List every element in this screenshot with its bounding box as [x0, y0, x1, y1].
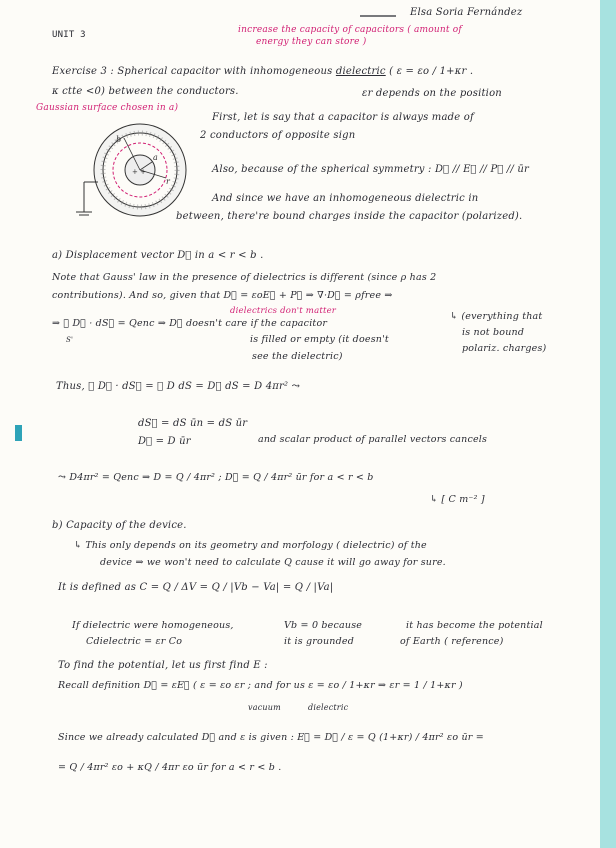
margin-tab: [15, 425, 22, 441]
vb-zero-line2: it is grounded: [284, 636, 354, 647]
thus-line: Thus, ∮ D⃗ · dS⃗ = ∮ D dS = D∮ dS = D 4πr² ⤳: [56, 381, 301, 392]
part-a-line5: see the dielectric): [252, 351, 343, 362]
label-r: r: [166, 177, 170, 186]
intro-line3: Also, because of the spherical symmetry : D⃗ // E⃗ // P⃗ // ūr: [212, 164, 529, 175]
dielectric-label: dielectric: [308, 703, 349, 712]
part-b-line1: ↳ This only depends on its geometry and morfology ( dielectric) of the: [74, 540, 427, 551]
intro-line1: First, let is say that a capacitor is always made of: [212, 112, 474, 123]
scalar-product-note: and scalar product of parallel vectors cancels: [258, 434, 488, 445]
not-bound-note: is not bound: [462, 327, 525, 338]
surface-subscript: S': [66, 336, 74, 344]
exercise-line1: [52, 66, 473, 77]
intro-line2: 2 conductors of opposite sign: [200, 130, 356, 141]
vacuum-label: vacuum: [248, 703, 281, 712]
find-potential-line: To find the potential, let us first find E :: [58, 660, 268, 671]
polariz-note: polariz. charges): [462, 343, 547, 354]
homogeneous-line2: Cdielectric = εr Co: [86, 636, 183, 647]
exercise-line2-right: εr depends on the position: [362, 88, 502, 99]
d-result-line: ⤳ D4πr² = Qenc ⇒ D = Q / 4πr² ; D⃗ = Q / 4πr² ūr for a < r < b: [58, 472, 374, 483]
header-note-line2: energy they can store ): [256, 37, 367, 47]
earth-potential-line1: it has become the potential: [406, 620, 543, 631]
recall-definition-line: Recall definition D⃗ = εE⃗ ( ε = εo εr ; and for us ε = εo / 1+κr ⇒ εr = 1 / 1+κr ): [58, 680, 463, 691]
e-field-result: = Q / 4πr² εo + κQ / 4πr εo ūr for a < r < b .: [58, 762, 282, 773]
since-calculated-line: Since we already calculated D⃗ and ε is given : E⃗ = D⃗ / ε = Q (1+κr) / 4πr² εo ūr =: [58, 732, 484, 743]
capacity-definition: It is defined as C = Q / ΔV = Q / |Vb − Va| = Q / |Va|: [58, 582, 334, 593]
part-a-title: a) Displacement vector D⃗ in a < r < b .: [52, 250, 264, 261]
part-a-line4: is filled or empty (it doesn't: [250, 334, 389, 345]
dielectric-word: dielectric: [335, 66, 386, 77]
figure-caption: Gaussian surface chosen in a): [36, 103, 179, 113]
unit-label: UNIT 3: [52, 30, 86, 40]
earth-potential-line2: of Earth ( reference): [400, 636, 504, 647]
intro-line4: And since we have an inhomogeneous dielectric in: [212, 193, 479, 204]
epsilon-formula: ( ε = εo / 1+κr .: [389, 66, 474, 77]
everything-note: ↳ (everything that: [450, 311, 543, 322]
vb-zero-line1: Vb = 0 because: [284, 620, 363, 631]
part-a-line2: contributions). And so, given that D⃗ = εoE⃗ + P⃗ ⇒ ∇·D⃗ = ρfree ⇒: [52, 290, 393, 301]
dielectrics-note: dielectrics don't matter: [230, 306, 337, 316]
d-vector-line: D⃗ = D ūr: [138, 436, 191, 447]
part-b-line2: device ⇒ we won't need to calculate Q cause it will go away for sure.: [100, 557, 446, 568]
part-b-title: b) Capacity of the device.: [52, 520, 187, 531]
units-line: ↳ [ C m⁻² ]: [430, 494, 485, 505]
ds-line: dS⃗ = dS ūn = dS ūr: [138, 418, 248, 429]
part-a-line3: ⇒ ∮ D⃗ · dS⃗ = Qenc ⇒ D⃗ doesn't care if the capacitor: [52, 318, 328, 329]
author-name: Elsa Soria Fernández: [410, 7, 523, 18]
label-a: a: [153, 153, 158, 162]
spherical-capacitor-diagram: [74, 112, 204, 222]
plus-signs: + +: [132, 168, 146, 176]
intro-line5: between, there're bound charges inside the capacitor (polarized).: [176, 211, 523, 222]
author-underline: [360, 14, 400, 18]
part-a-line1: Note that Gauss' law in the presence of dielectrics is different (since ρ has 2: [52, 272, 437, 283]
label-b: b: [116, 135, 122, 144]
homogeneous-line1: If dielectric were homogeneous,: [72, 620, 234, 631]
exercise-line2-left: κ ctte <0) between the conductors.: [52, 86, 239, 97]
page-edge-strip: [600, 0, 616, 848]
header-note-line1: increase the capacity of capacitors ( amount of: [238, 25, 462, 35]
exercise-intro: Exercise 3 : Spherical capacitor with inhomogeneous: [52, 66, 333, 77]
